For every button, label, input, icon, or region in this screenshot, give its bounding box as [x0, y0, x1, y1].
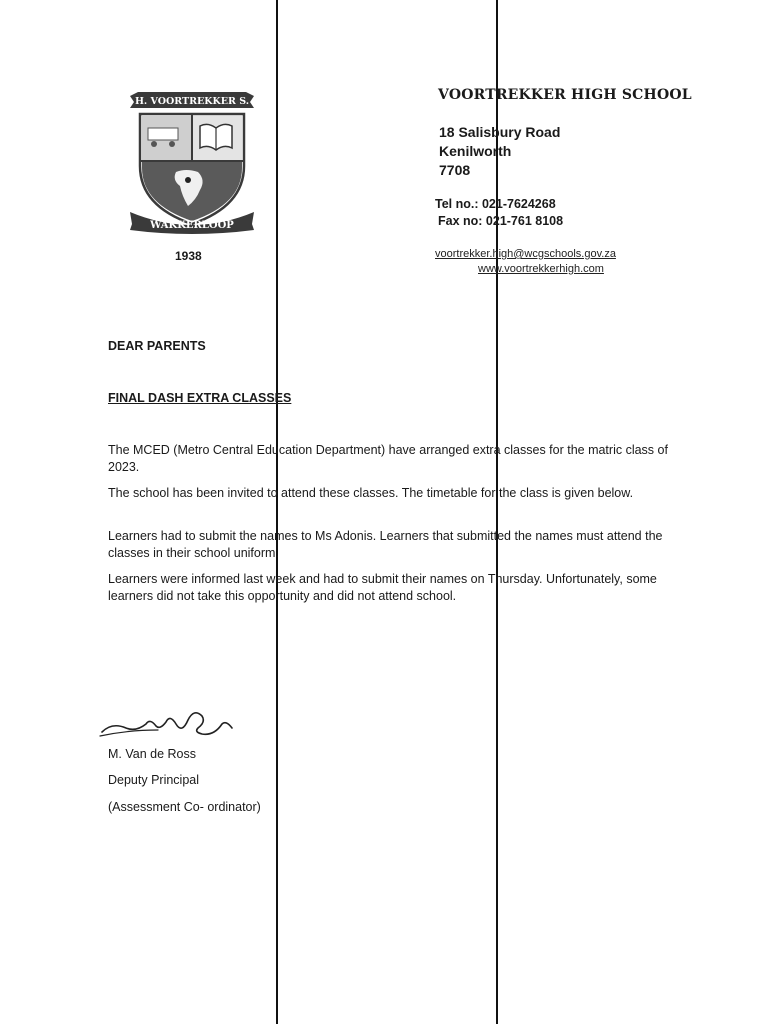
school-name-heading: VOORTREKKER HIGH SCHOOL [438, 87, 692, 103]
crest-top-banner [130, 92, 254, 108]
letter-paragraph: Learners were informed last week and had to submit their names on Thursday. Unfortunately, some learners did not take this opportunity and did not attend school. [108, 572, 657, 603]
address-suburb: Kenilworth [439, 143, 512, 159]
scan-artifact-line-left [276, 0, 278, 1024]
signatory-role: (Assessment Co- ordinator) [108, 800, 261, 814]
letter-paragraph: Learners had to submit the names to Ms Adonis. Learners that submitted the names must attend the classes in their school uniform. [108, 529, 663, 560]
letter-subject: FINAL DASH EXTRA CLASSES [108, 391, 292, 405]
handwritten-signature [98, 700, 248, 742]
crest-shield [140, 114, 244, 224]
crest-bottom-banner-text: WAKKERLOOP [150, 220, 234, 231]
letter-paragraph: The MCED (Metro Central Education Department) have arranged extra classes for the matric class of 2023. [108, 443, 668, 474]
fax-number: Fax no: 021-761 8108 [438, 214, 564, 228]
signatory-title: Deputy Principal [108, 773, 200, 787]
book-icon [200, 124, 232, 150]
email-link[interactable]: voortrekker.high@wcgschools.gov.za [435, 248, 616, 260]
address-street: 18 Salisbury Road [439, 124, 561, 140]
letter-paragraph: The school has been invited to attend these classes. The timetable for the class is given below. [108, 486, 634, 500]
school-crest [126, 88, 258, 236]
founding-year: 1938 [175, 249, 202, 263]
telephone-number: Tel no.: 021-7624268 [435, 197, 556, 211]
signatory-name: M. Van de Ross [108, 747, 197, 761]
website-link[interactable]: www.voortrekkerhigh.com [478, 263, 604, 275]
letter-salutation: DEAR PARENTS [108, 339, 206, 353]
address-postal-code: 7708 [439, 162, 471, 178]
crest-top-banner-text: H. VOORTREKKER S. [134, 96, 250, 107]
